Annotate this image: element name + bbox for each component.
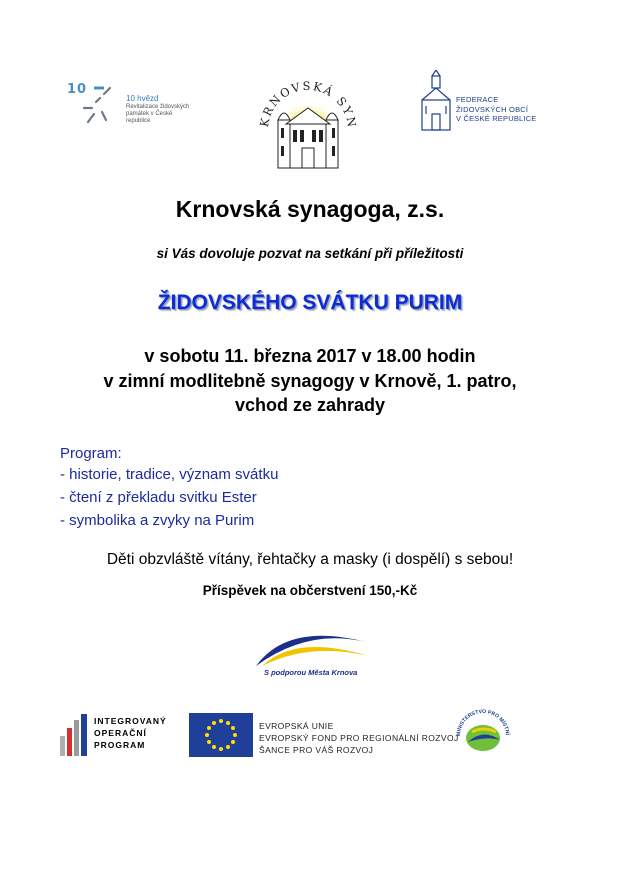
logo-10-number: 10 xyxy=(67,82,88,97)
eu-flag-icon xyxy=(189,713,253,757)
krnov-text: S podporou Města Krnova xyxy=(264,668,358,677)
kids-note: Děti obzvláště vítány, řehtačky a masky (i dospělí) s sebou! xyxy=(106,551,514,568)
program-item: - historie, tradice, význam svátku xyxy=(60,466,279,483)
eu-line: EVROPSKÁ UNIE xyxy=(259,721,334,731)
federace-text xyxy=(456,95,537,124)
iop-text xyxy=(94,715,167,751)
mmr-ring-text: MINISTERSTVO PRO MÍSTNÍ xyxy=(455,708,510,737)
swoosh-icon xyxy=(248,620,372,668)
federace-line: FEDERACE xyxy=(456,95,499,104)
synagoga-ring-text: KRNOVSKÁ SYN xyxy=(256,78,360,130)
menorah-building-icon xyxy=(418,70,454,132)
eu-flag xyxy=(189,713,253,757)
org-name: Krnovská synagoga, z.s. xyxy=(175,196,445,222)
program-item: - symbolika a zvyky na Purim xyxy=(60,512,255,529)
federace-line: V ČESKÉ REPUBLICE xyxy=(456,114,537,123)
logo-10-subtitle: Revitalizace židovských památek v České republice xyxy=(126,104,190,124)
eu-line: ŠANCE PRO VÁŠ ROZVOJ xyxy=(259,745,374,755)
star-icon xyxy=(64,80,124,130)
iop-line: PROGRAM xyxy=(94,740,146,750)
logo-federace xyxy=(418,70,538,132)
event-location: v zimní modlitebně synagogy v Krnově, 1. patro, xyxy=(103,371,517,391)
logo-mmr xyxy=(448,706,518,760)
iop-line: INTEGROVANÝ xyxy=(94,716,167,726)
logo-mesto-krnov xyxy=(248,620,372,682)
fee-note: Příspěvek na občerstvení 150,-Kč xyxy=(202,583,418,598)
program-item: - čtení z překladu svitku Ester xyxy=(60,489,257,506)
event-date: v sobotu 11. března 2017 v 18.00 hodin xyxy=(144,346,476,366)
logo-krnovska-synagoga xyxy=(252,68,364,180)
iop-line: OPERAČNÍ xyxy=(94,728,147,738)
logo-10-title: 10 hvězd xyxy=(126,94,159,103)
ministry-emblem-icon xyxy=(448,706,518,760)
program-title: Program: xyxy=(60,445,122,462)
logo-iop xyxy=(58,712,178,758)
invite-text: si Vás dovoluje pozvat na setkání při příležitosti xyxy=(156,246,464,261)
eu-line: EVROPSKÝ FOND PRO REGIONÁLNÍ ROZVOJ xyxy=(259,733,459,743)
event-entrance: vchod ze zahrady xyxy=(234,395,386,415)
logo-10-hvezd xyxy=(64,80,194,130)
bars-icon xyxy=(58,712,92,758)
eu-text xyxy=(259,720,459,756)
federace-line: ŽIDOVSKÝCH OBCÍ xyxy=(456,104,529,114)
synagogue-icon xyxy=(252,68,364,180)
event-title: ŽIDOVSKÉHO SVÁTKU PURIM xyxy=(157,291,463,314)
